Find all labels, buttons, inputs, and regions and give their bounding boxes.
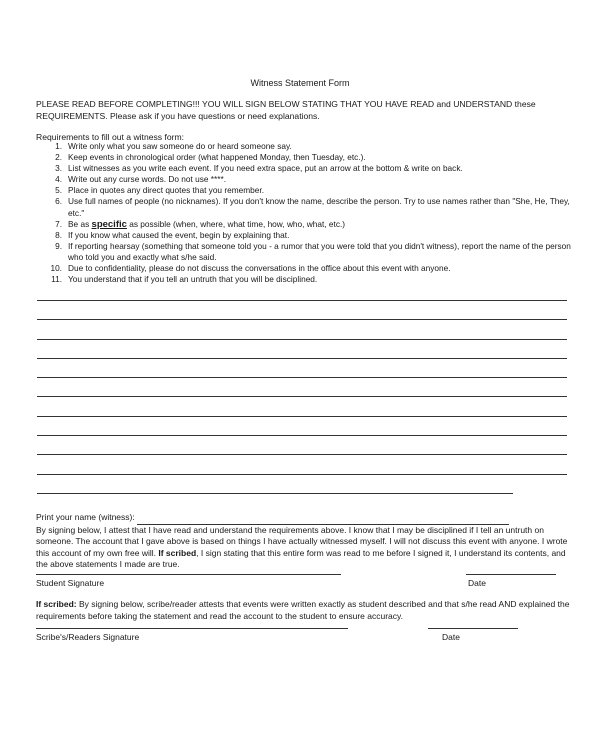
- statement-line[interactable]: [37, 339, 567, 340]
- print-name-field[interactable]: [137, 512, 509, 525]
- intro-paragraph: PLEASE READ BEFORE COMPLETING!!! YOU WILL SIGN BELOW STATING THAT YOU HAVE READ and UNDERSTAND these REQUIREMENTS. Please ask if you have questions or need explanations.: [36, 99, 536, 121]
- requirements-list: [48, 141, 573, 285]
- statement-line[interactable]: [37, 300, 567, 301]
- student-date-label: Date: [468, 578, 486, 588]
- requirement-item: 7. Be as specific as possible (when, where, what time, how, who, what, etc.): [55, 218, 346, 230]
- student-signature-field[interactable]: [36, 574, 341, 575]
- scribed-label: If scribed:: [36, 599, 77, 609]
- student-signature-label: Student Signature: [36, 578, 105, 588]
- statement-line[interactable]: [37, 493, 513, 494]
- statement-line[interactable]: [37, 358, 567, 359]
- statement-line[interactable]: [37, 319, 567, 320]
- attestation-section: [36, 512, 571, 571]
- requirement-item: 8. If you know what caused the event, begin by explaining that.: [55, 229, 290, 240]
- scribe-signature-field[interactable]: [36, 628, 348, 629]
- print-name-label: Print your name (witness):: [36, 512, 135, 522]
- requirement-item: 2. Keep events in chronological order (what happened Monday, then Tuesday, etc.).: [55, 152, 366, 163]
- scribe-date-field[interactable]: [428, 628, 518, 629]
- scribe-date-label: Date: [442, 632, 460, 642]
- specific-emphasis: specific: [91, 218, 127, 230]
- requirement-item: 1. Write only what you saw someone do or heard someone say.: [55, 141, 292, 151]
- statement-line[interactable]: [37, 435, 567, 436]
- statement-line[interactable]: [37, 396, 567, 397]
- form-title: Witness Statement Form: [250, 78, 350, 88]
- requirement-item: 11. You understand that if you tell an untruth that you will be disciplined.: [51, 274, 318, 285]
- student-date-field[interactable]: [466, 574, 556, 575]
- requirement-item: 5. Place in quotes any direct quotes that you remember.: [55, 185, 265, 196]
- statement-writing-area[interactable]: [37, 300, 567, 512]
- attestation-text: By signing below, I attest that I have read and understand the requirements above. I know that I may be disciplined if I tell an untruth on someone. The account that I gave above is based on things I have actually witnessed myself. I will not discuss this event with anyone. I wrote this account of my own free will. If scribed, I sign stating that this entire form was read to me before I signed it, I understand its contents, and the above statements I made are true.: [36, 524, 568, 570]
- requirement-item: 9. If reporting hearsay (something that someone told you - a rumor that you were told that you didn't witness), report the name of the person who told you and exactly what s/he said.: [55, 240, 571, 262]
- scribe-attestation: If scribed: By signing below, scribe/reader attests that events were written exactly as student described and that s/he read AND explained the requirements before taking the statement and read the account to the student to ensure accuracy.: [36, 599, 570, 621]
- print-name-row: [36, 512, 571, 525]
- requirements-heading: Requirements to fill out a witness form:: [36, 132, 185, 142]
- statement-line[interactable]: [37, 416, 567, 417]
- scribe-signature-label: Scribe's/Readers Signature: [36, 632, 140, 642]
- if-scribed-label: If scribed: [158, 547, 197, 558]
- requirement-item: 4. Write out any curse words. Do not use ****.: [55, 174, 227, 185]
- requirement-item: 10. Due to confidentiality, please do not discuss the conversations in the office about this event with anyone.: [50, 263, 451, 274]
- requirement-item: 6. Use full names of people (no nicknames). If you don't know the name, describe the person. Try to use names rather than "She, He, They, etc.": [55, 196, 570, 218]
- statement-line[interactable]: [37, 474, 567, 475]
- requirement-item: 3. List witnesses as you write each event. If you need extra space, put an arrow at the bottom & write on back.: [55, 163, 463, 174]
- statement-line[interactable]: [37, 377, 567, 378]
- statement-line[interactable]: [37, 454, 567, 455]
